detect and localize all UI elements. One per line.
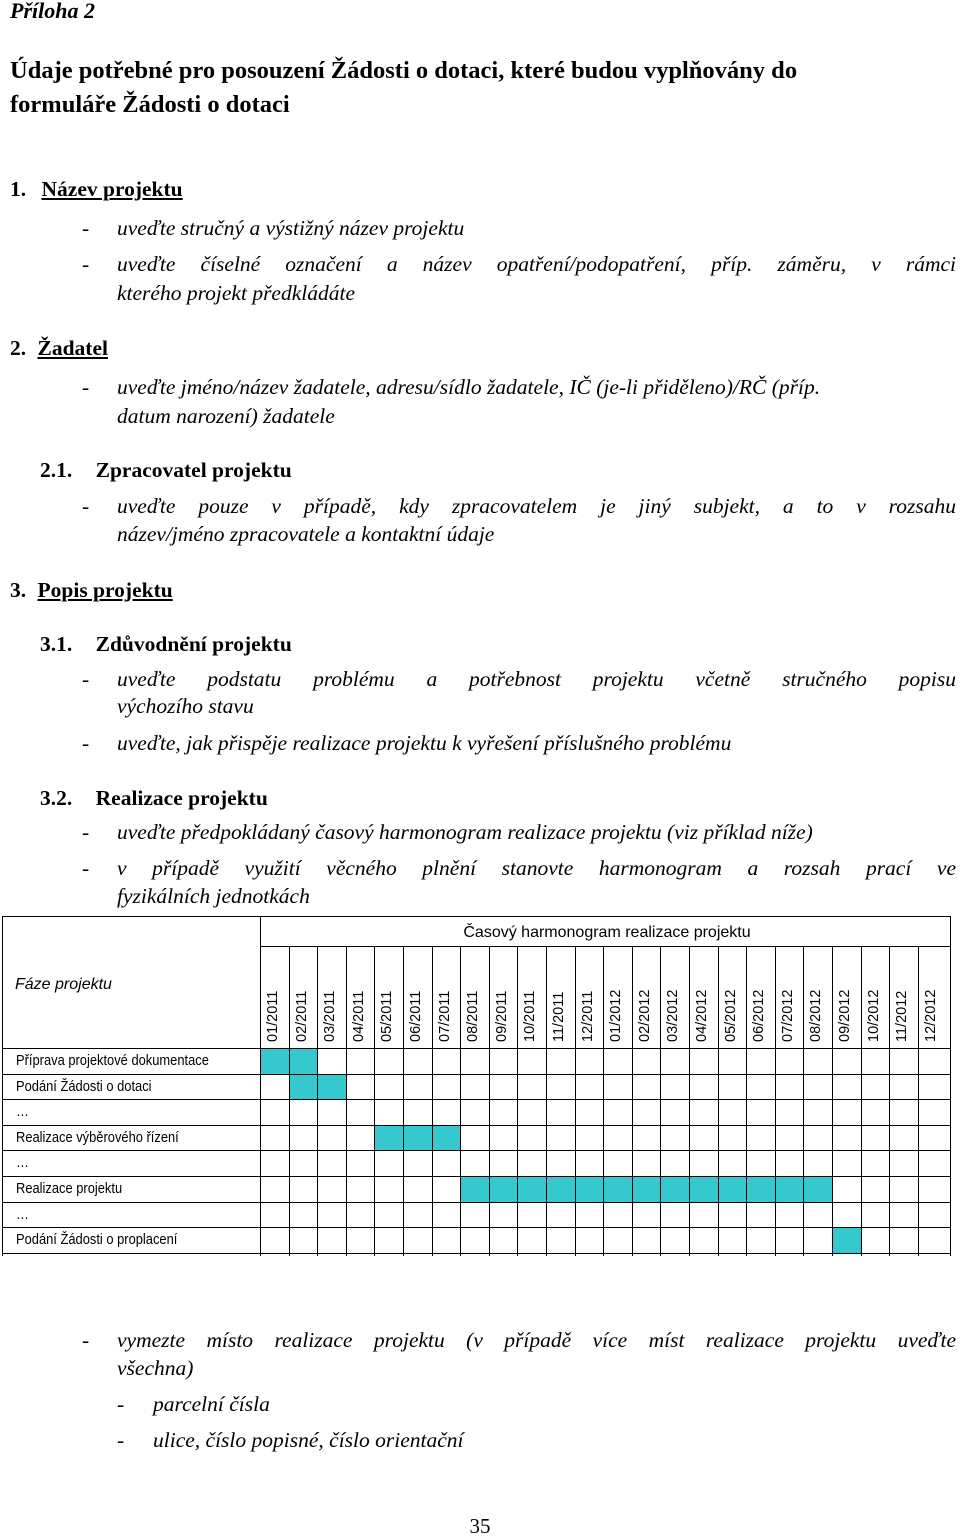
month-column-divider (346, 946, 347, 1256)
section-1-bullet-2-line2: kterého projekt předkládáte (117, 281, 356, 305)
section-3-1-number: 3.1. (40, 632, 73, 656)
month-column-divider (374, 946, 375, 1256)
month-column-divider (489, 946, 490, 1256)
bullet-dash: - (82, 731, 90, 755)
month-label: 06/2012 (751, 989, 768, 1042)
month-label: 01/2012 (608, 989, 625, 1042)
month-column-divider (546, 946, 547, 1256)
month-label: 02/2011 (293, 990, 310, 1042)
section-3-1-bullet-2: uveďte, jak přispěje realizace projektu k vyřešení příslušného problému (117, 731, 732, 755)
month-label: 08/2012 (808, 989, 825, 1042)
month-label: 10/2012 (865, 989, 882, 1042)
schedule-bar (460, 1176, 832, 1202)
section-3-2-number: 3.2. (40, 786, 73, 810)
month-column-divider (803, 946, 804, 1256)
month-label: 07/2012 (779, 989, 796, 1042)
section-3-1-bullet-1-line2: výchozího stavu (117, 694, 254, 718)
month-label: 07/2011 (436, 990, 453, 1042)
section-2-number: 2. (10, 336, 27, 360)
phase-row-label: Realizace projektu (16, 1180, 123, 1197)
month-column-divider (689, 946, 690, 1256)
section-2-1-title: Zpracovatel projektu (95, 458, 292, 482)
phase-row-label: Podání Žádosti o dotaci (16, 1077, 152, 1095)
section-3-2-heading (40, 786, 268, 811)
sub-bullet-dash: - (117, 1428, 125, 1452)
section-1-number: 1. (10, 177, 27, 201)
phase-column-divider (260, 916, 261, 1256)
phase-row-label: Příprava projektové dokumentace (16, 1052, 209, 1069)
section-3-number: 3. (10, 578, 27, 602)
month-column-divider (632, 946, 633, 1256)
bullet-dash: - (82, 667, 90, 691)
row-divider (2, 1176, 950, 1177)
sub-bullet-dash: - (117, 1392, 125, 1416)
section-2-1-bullet-line2: název/jméno zpracovatele a kontaktní údaje (117, 522, 495, 546)
section-1-heading (10, 177, 183, 202)
section-3-1-heading (40, 632, 292, 657)
month-column-divider (603, 946, 604, 1256)
final-sub-bullet-1: parcelní čísla (153, 1392, 270, 1416)
section-2-bullet-line2: datum narození) žadatele (117, 404, 335, 428)
month-label: 10/2011 (522, 990, 539, 1042)
month-label: 11/2012 (894, 990, 911, 1042)
section-1-bullet-1: uveďte stručný a výstižný název projektu (117, 216, 465, 240)
final-bullet-line2: všechna) (117, 1356, 194, 1380)
section-3-2-bullet-1: uveďte předpokládaný časový harmonogram realizace projektu (viz příklad níže) (117, 820, 813, 844)
schedule-title: Časový harmonogram realizace projektu (463, 924, 751, 941)
month-label: 05/2012 (722, 989, 739, 1042)
phase-row-label: … (16, 1103, 29, 1121)
month-column-divider (832, 946, 833, 1256)
bullet-dash: - (82, 820, 90, 844)
phase-row-label: … (16, 1154, 29, 1172)
month-column-divider (861, 946, 862, 1256)
month-label: 09/2011 (493, 990, 510, 1042)
month-column-divider (718, 946, 719, 1256)
bullet-dash: - (82, 216, 90, 240)
schedule-bar (832, 1227, 861, 1253)
section-2-1-number: 2.1. (40, 458, 73, 482)
section-2-bullet-line1: uveďte jméno/název žadatele, adresu/sídlo žadatele, IČ (je-li přiděleno)/RČ (příp. (117, 375, 821, 399)
row-divider (2, 1227, 950, 1228)
month-column-divider (317, 946, 318, 1256)
row-divider (2, 1202, 950, 1203)
month-column-divider (918, 946, 919, 1256)
section-3-2-bullet-2-line1: v případě využití věcného plnění stanovte harmonogram a rozsah prací ve (117, 856, 956, 880)
month-label: 05/2011 (379, 990, 396, 1042)
section-3-title: Popis projektu (37, 578, 173, 602)
bullet-dash: - (82, 856, 90, 880)
month-label: 04/2011 (350, 990, 367, 1042)
annex-label: Příloha 2 (10, 0, 95, 23)
section-2-heading (10, 336, 108, 361)
title-divider (260, 946, 950, 947)
month-column-divider (660, 946, 661, 1256)
month-column-divider (432, 946, 433, 1256)
month-column-divider (289, 946, 290, 1256)
month-column-divider (889, 946, 890, 1256)
page-title-line2: formuláře Žádosti o dotaci (10, 91, 290, 118)
page-number: 35 (469, 1514, 491, 1538)
bullet-dash: - (82, 1328, 90, 1352)
month-column-divider (460, 946, 461, 1256)
month-label: 11/2011 (551, 991, 567, 1042)
month-label: 03/2011 (322, 990, 339, 1042)
month-label: 12/2011 (579, 990, 596, 1042)
month-label: 01/2011 (265, 990, 281, 1042)
schedule-bar (374, 1125, 460, 1151)
month-column-divider (403, 946, 404, 1256)
section-1-title: Název projektu (41, 177, 183, 201)
month-label: 06/2011 (408, 990, 424, 1042)
month-label: 12/2012 (922, 989, 939, 1042)
month-column-divider (517, 946, 518, 1256)
bullet-dash: - (82, 375, 90, 399)
section-3-2-title: Realizace projektu (95, 786, 268, 810)
page-title-line1: Údaje potřebné pro posouzení Žádosti o dotaci, které budou vyplňovány do (10, 57, 798, 84)
row-divider (2, 1099, 950, 1100)
section-3-1-bullet-1-line1: uveďte podstatu problému a potřebnost projektu včetně stručného popisu (117, 667, 956, 691)
month-label: 02/2012 (636, 989, 653, 1042)
table-border-right (950, 916, 951, 1256)
header-divider (2, 1048, 950, 1049)
month-column-divider (575, 946, 576, 1256)
final-bullet-line1: vymezte místo realizace projektu (v případě více míst realizace projektu uveďte (117, 1328, 956, 1352)
section-3-1-title: Zdůvodnění projektu (95, 632, 292, 656)
section-2-1-bullet-line1: uveďte pouze v případě, kdy zpracovatelem je jiný subjekt, a to v rozsahu (117, 494, 956, 518)
month-label: 08/2011 (465, 990, 482, 1042)
section-1-bullet-2-line1: uveďte číselné označení a název opatření/podopatření, příp. záměru, v rámci (117, 252, 956, 276)
row-divider (2, 1253, 950, 1254)
month-column-divider (775, 946, 776, 1256)
section-3-heading (10, 578, 173, 603)
row-divider (2, 1150, 950, 1151)
phase-row-label: Podání Žádosti o proplacení (16, 1231, 178, 1249)
month-label: 03/2012 (665, 989, 682, 1042)
table-border-left (2, 916, 3, 1256)
month-label: 04/2012 (694, 989, 710, 1042)
bullet-dash: - (82, 252, 90, 276)
section-3-2-bullet-2-line2: fyzikálních jednotkách (117, 884, 310, 908)
phase-row-label: … (16, 1205, 29, 1223)
month-column-divider (746, 946, 747, 1256)
section-2-title: Žadatel (37, 336, 108, 360)
phase-row-label: Realizace výběrového řízení (16, 1128, 179, 1146)
phase-column-header: Fáze projektu (15, 976, 112, 993)
row-divider (2, 1125, 950, 1126)
table-border-top (2, 916, 950, 917)
month-label: 09/2012 (837, 989, 853, 1042)
schedule-table (2, 916, 950, 1256)
bullet-dash: - (82, 494, 90, 518)
section-2-1-heading (40, 458, 292, 483)
final-sub-bullet-2: ulice, číslo popisné, číslo orientační (153, 1428, 464, 1452)
row-divider (2, 1074, 950, 1075)
